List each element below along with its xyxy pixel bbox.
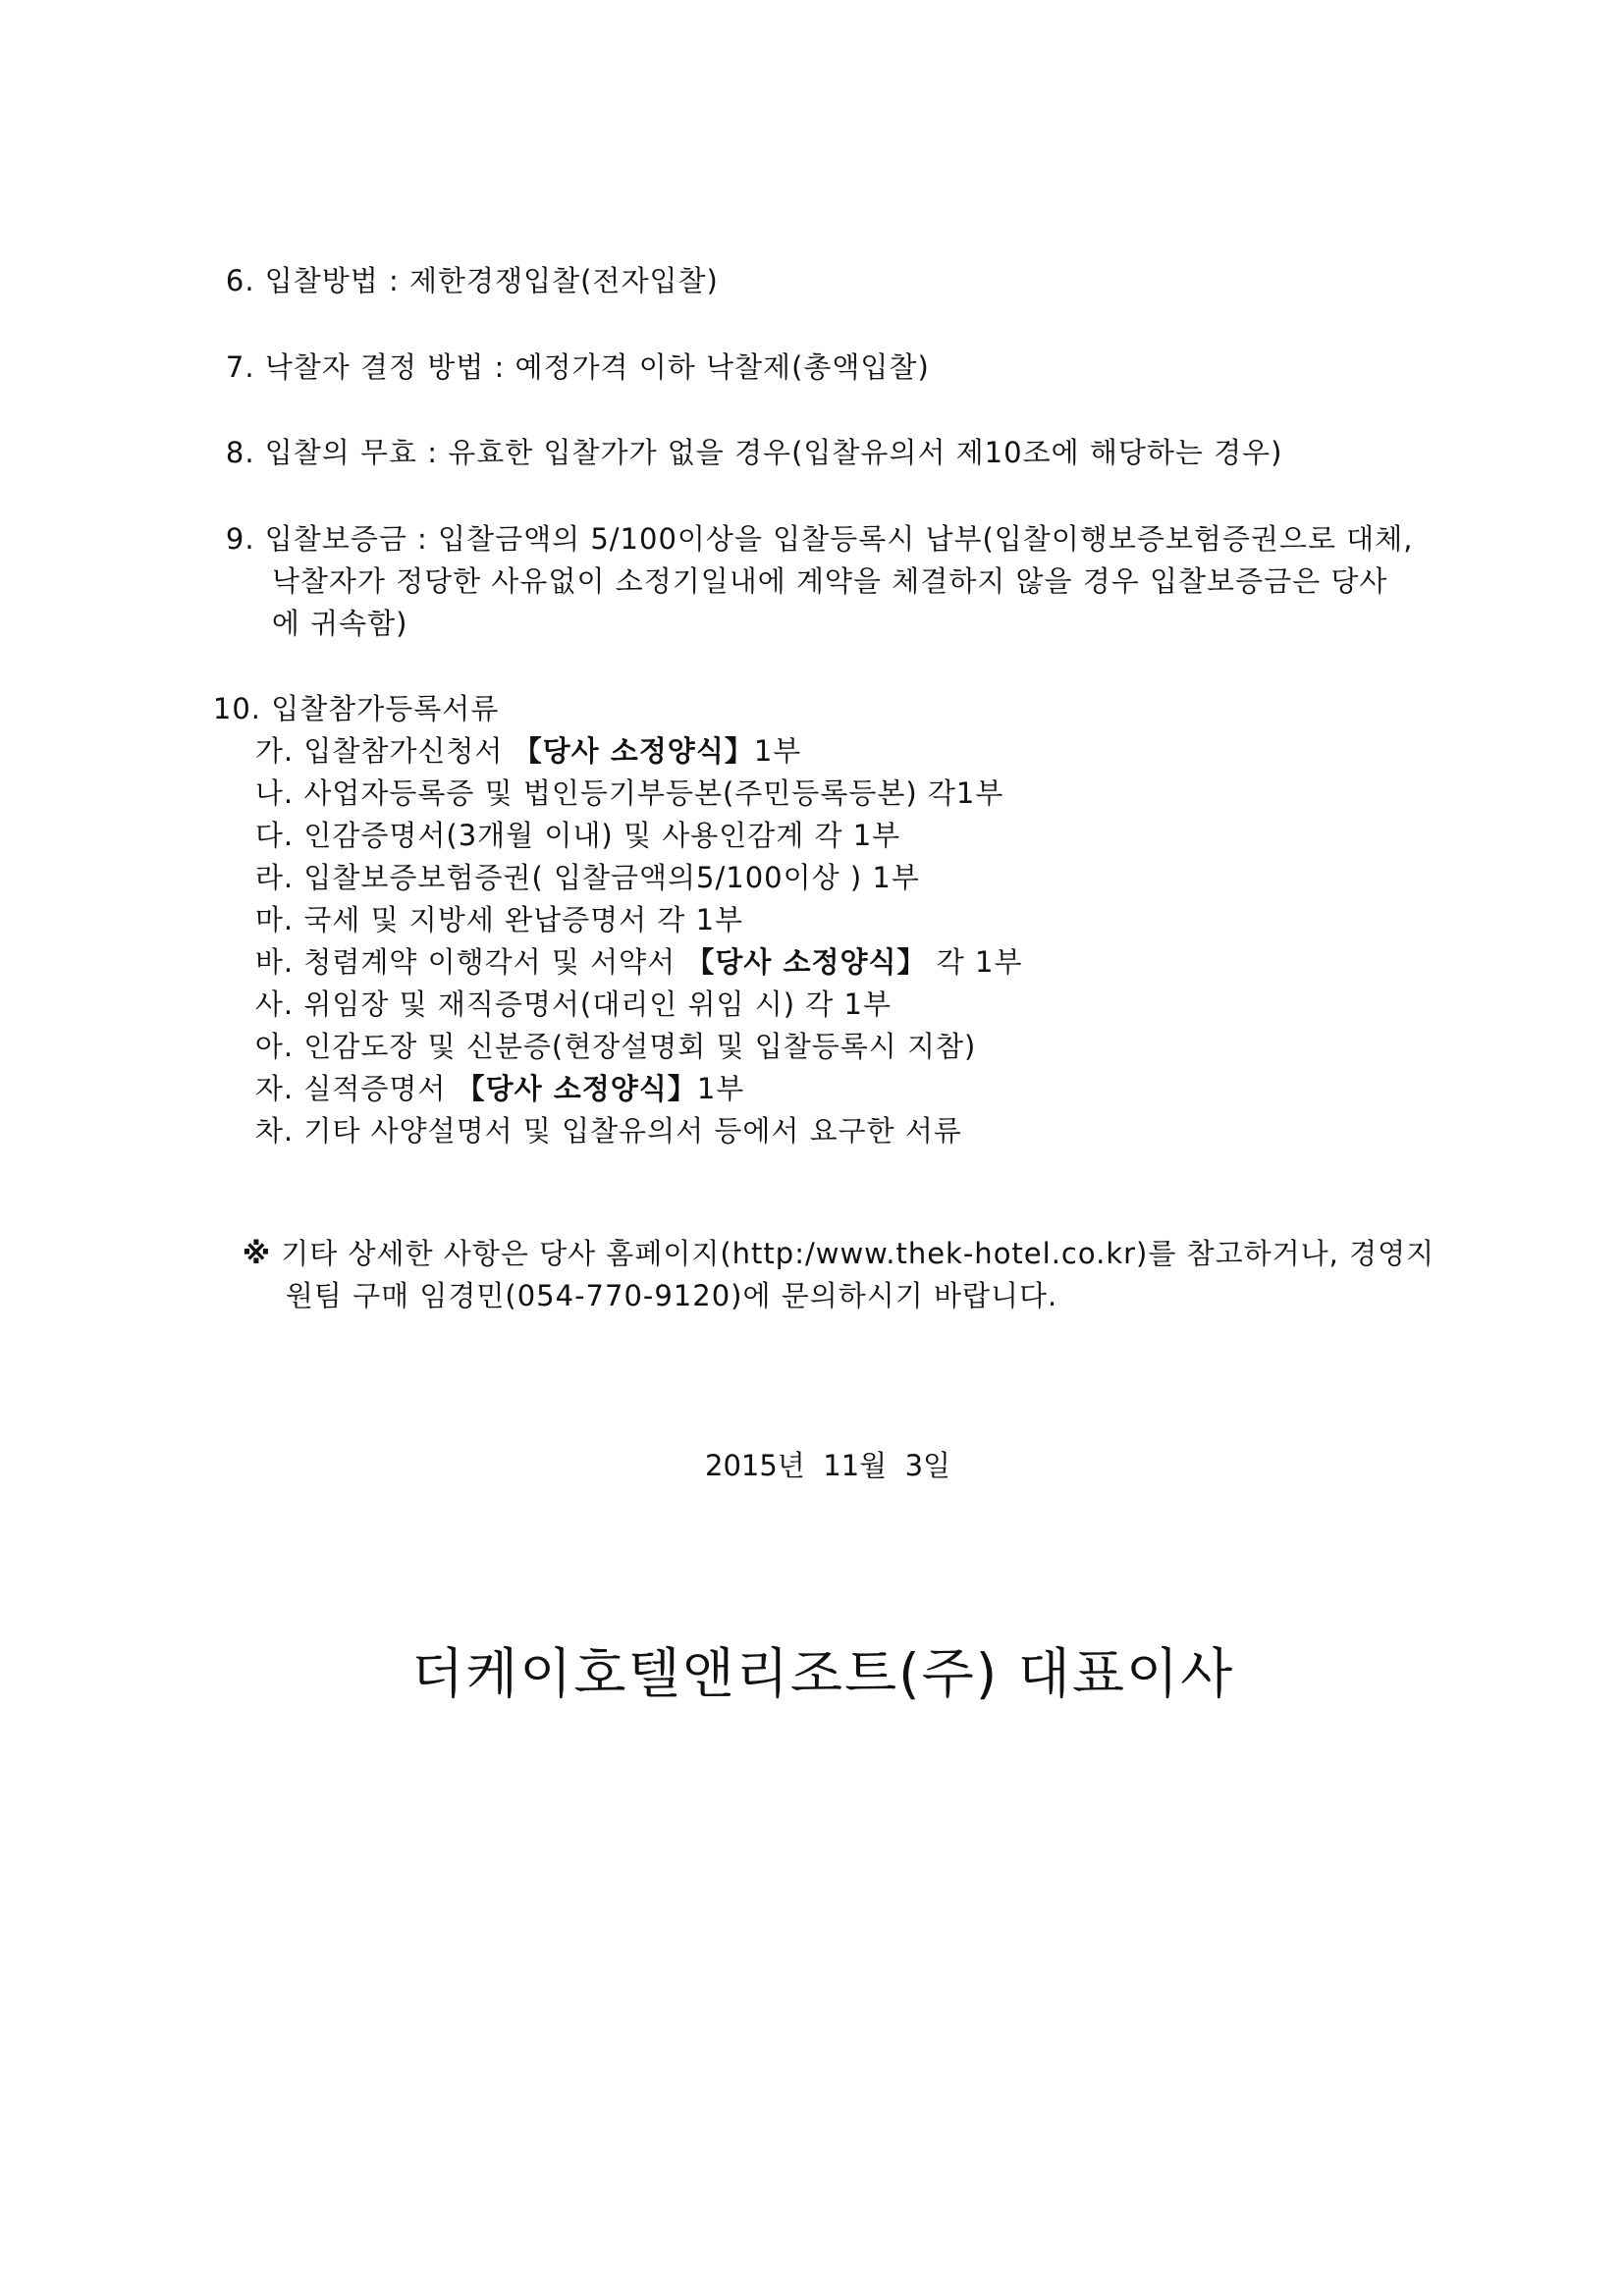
item-text: 인감증명서(3개월 이내) 및 사용인감계 각 1부 [303,819,901,852]
item-prefix: 아. [254,1030,295,1063]
item-prefix: 바. [254,945,295,979]
section-text: 입찰보증금 : 입찰금액의 5/100이상을 입찰등록시 납부(입찰이행보증보험증권으로 대체, [264,522,1414,556]
item-prefix: 나. [254,776,295,810]
reference-mark-icon: ※ [242,1237,272,1270]
item-text: 청렴계약 이행각서 및 서약서 [303,945,677,979]
section-number: 9. [225,522,255,556]
item-text: 인감도장 및 신분증(현장설명회 및 입찰등록시 지참) [303,1030,977,1063]
note-text: 기타 상세한 사항은 당사 홈페이지(http:/www.thek-hotel.co.kr)를 참고하거나, 경영지 [281,1237,1435,1270]
note-text: 원팀 구매 임경민(054-770-9120)에 문의하시기 바랍니다. [285,1279,1058,1312]
item-text: 국세 및 지방세 완납증명서 각 1부 [303,903,744,936]
item-suffix: 각 1부 [926,945,1023,979]
item-suffix: 1부 [753,734,802,768]
section-text: 에 귀속함) [271,607,408,640]
document-item [215,1078,962,1184]
item-prefix: 가. [254,734,295,768]
item-prefix: 마. [254,903,295,936]
item-form-label: 【당사 소정양식】 [456,1072,697,1105]
section-text: 낙찰자 결정 방법 : 예정가격 이하 낙찰제(총액입찰) [264,350,930,384]
item-text: 입찰보증보험증권( 입찰금액의5/100이상 ) 1부 [303,861,920,894]
section-text: 입찰방법 : 제한경쟁입찰(전자입찰) [264,264,719,297]
section-number: 8. [225,436,255,469]
note-line-2 [245,1243,1057,1349]
item-text: 사업자등록증 및 법인등기부등본(주민등록등본) 각1부 [303,776,1004,810]
item-form-label: 【당사 소정양식】 [513,734,754,768]
company-signature: 더케이호텔앤리조트(주) 대표이사 [411,1642,1235,1705]
item-text: 기타 사양설명서 및 입찰유의서 등에서 요구한 서류 [303,1114,962,1148]
item-text: 입찰참가신청서 [303,734,504,768]
item-suffix: 1부 [696,1072,745,1105]
item-form-label: 【당사 소정양식】 [685,945,927,979]
section-text: 입찰의 무효 : 유효한 입찰가가 없을 경우(입찰유의서 제10조에 해당하는 경우) [264,436,1283,469]
section-number: 6. [225,264,255,297]
section-number: 7. [225,350,255,384]
item-prefix: 차. [254,1114,295,1148]
section-number: 10. [212,692,261,725]
document-date: 2015년 11월 3일 [705,1449,951,1482]
item-prefix: 라. [254,861,295,894]
item-text: 위임장 및 재직증명서(대리인 위임 시) 각 1부 [303,988,892,1021]
item-prefix: 자. [254,1072,295,1105]
section-text: 입찰참가등록서류 [271,692,500,725]
section-text: 낙찰자가 정당한 사유없이 소정기일내에 계약을 체결하지 않을 경우 입찰보증금은 당사 [271,564,1388,598]
item-prefix: 다. [254,819,295,852]
item-text: 실적증명서 [303,1072,447,1105]
item-prefix: 사. [254,988,295,1021]
